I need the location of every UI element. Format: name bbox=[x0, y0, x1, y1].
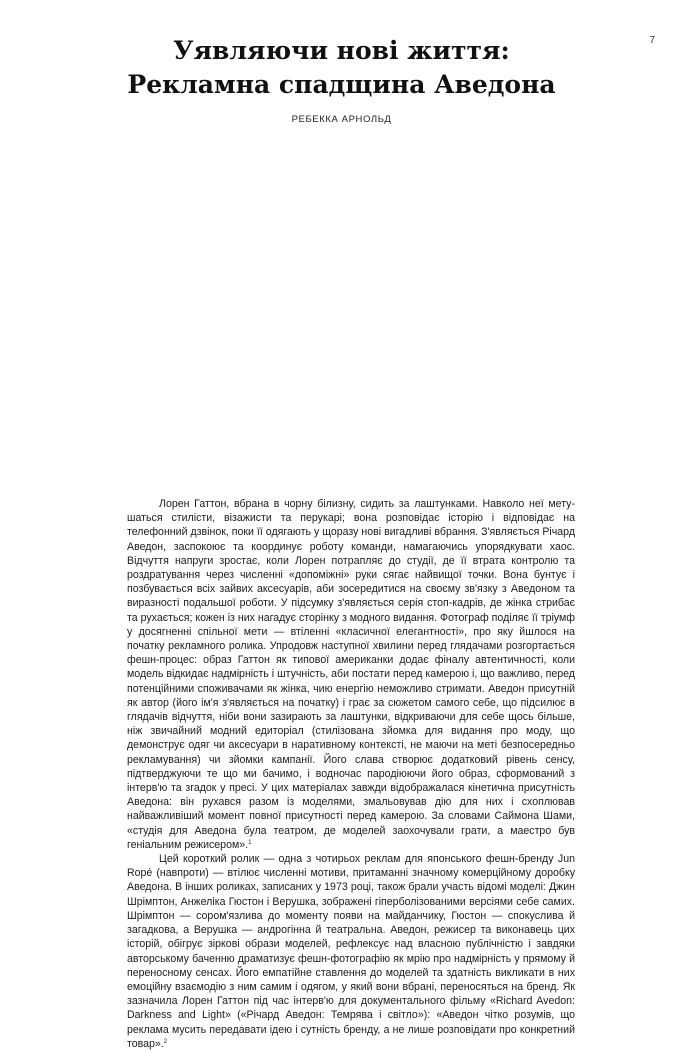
footnote-ref-2: 2 bbox=[163, 1038, 168, 1045]
footnote-ref-1: 1 bbox=[248, 839, 252, 846]
title-line-1: Уявляючи нові життя: bbox=[173, 36, 510, 65]
paragraph-text: Лорен Гаттон, вбрана в чорну білизну, сидить за лаштунками. Навколо неї метушаться стилісти, візажисти та перукарі; вона розповідає історію і відповідає на телефонний дзвінок, поки її одягають у щоразу нові вигадливі вбрання. З'являється Річард Аведон, заспокоює та координує роботу команди, намагаючись упорядкувати хаос. Відчуття напруги зростає, коли Лорен потрапляє до студії, де її втрата контролю та роздратування через численні «допоміжні» руки сягає найвищої точки. Вона бунтує і позбувається всіх зайвих аксесуарів, аби зосередитися на своєму зв'язку з Аведоном та виразності подальшої роботи. У підсумку з'являється серія стоп-кадрів, де жінка стрибає та рухається; кожен із них нагадує сторінку з модного видання. Фотограф поділяє її тріумф у досягненні спільної мети — втіленні «класичної елегантності», про яку йшлося на початку рекламного ролика. Упродовж наступної хвилини перед глядачами розгортається фешн-процес: образ Гаттон як типової американки додає фіналу автентичності, коли модель відкидає надмірність і штучність, аби постати перед камерою і, що важливо, перед потенційними споживачами як жінка, чию енергію неможливо стримати. Аведон присутній як автор (його ім'я з'являється на початку) і грає за сюжетом самого себе, що підсилює в глядачів відчуття, ніби вони зазирають за лаштунки, відкриваючи для себе щось більше, ніж звичайний модний едиторіал (стилізована зйомка для видання про моду, що демонструє одяг чи аксесуари в наративному контексті, не маючи на меті безпосередньо рекламування) чи зйомки кампанії. Його слава створює додатковий рівень сенсу, підтверджуючи те що ми бачимо, і водночас пародіюючи його образ, сформований з інтерв'ю та згадок у пресі. У цих матеріалах завжди відображалася кінетична присутність Аведона: він рухався разом із моделями, змальовував дію для них і схоплював найважливіший момент повної присутності перед камерою. За словами Саймона Шами, «студія для Аведона була театром, де моделей заохочували грати, а маестро був геніальним режисером». bbox=[127, 498, 575, 851]
paragraph-1 bbox=[127, 497, 575, 852]
page-title bbox=[0, 34, 683, 102]
article-body bbox=[127, 497, 575, 1051]
page-number: 7 bbox=[649, 35, 655, 46]
paragraph-2 bbox=[127, 852, 575, 1051]
author-name: РЕБЕККА АРНОЛЬД bbox=[291, 114, 392, 125]
paragraph-text: Цей короткий ролик — одна з чотирьох реклам для японського фешн-бренду Jun Ropé (навпроти) — втілює численні мотиви, притаманні значному комерційному доробку Аведона. В інших роликах, записаних у 1973 році, також брали участь відомі моделі: Джин Шрімптон, Анжеліка Гюстон і Верушка, зображені гіперболізованими версіями себе самих. Шрімптон — сором'язлива до моменту появи на майданчику, Гюстон — спокуслива й загадкова, а Верушка — андрогінна й театральна. Аведон, режисер та виконавець цих історій, обігрує зіркові образи моделей, рефлексує над власною публічністю і завдяки авторському баченню драматизує фешн-фотографію як мрію про надмірність у прямому й переносному сенсах. Його емпатійне ставлення до моделей та здатність викликати в них емоційну взаємодію з ним самим і одягом, у який вони вбрані, переносяться на бренд. Як зазначила Лорен Гаттон під час інтерв'ю для документального фільму «Richard Avedon: Darkness and Light» («Річард Аведон: Темрява і світло»): «Аведон чітко розумів, що реклама мусить передавати ідею і сутність бренду, а не лише розповідати про конкретний товар». bbox=[127, 853, 575, 1050]
title-line-2: Рекламна спадщина Аведона bbox=[127, 70, 556, 99]
